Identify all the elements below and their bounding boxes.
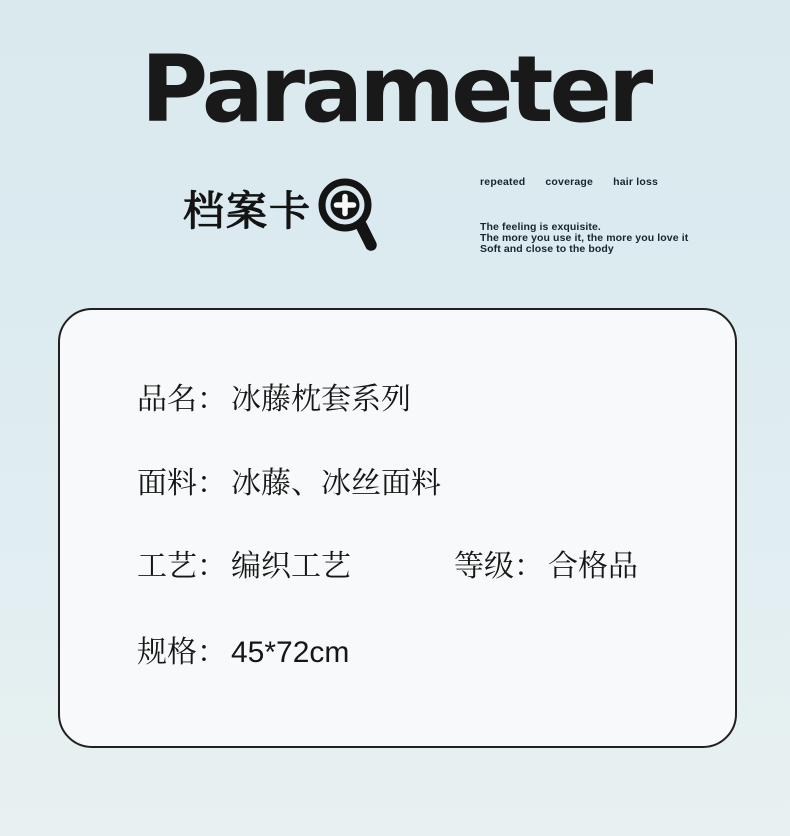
- spec-label: 品名：: [137, 383, 227, 416]
- spec-row-fabric: [137, 467, 441, 501]
- spec-label: 等级：: [454, 550, 544, 583]
- spec-value: 合格品: [548, 550, 638, 583]
- spec-row-size: [137, 636, 349, 670]
- spec-pair-craft: [137, 550, 351, 584]
- feature-tags: [480, 176, 690, 188]
- spec-value: 冰藤、冰丝面料: [231, 467, 441, 500]
- tag-repeated: repeated: [480, 176, 526, 188]
- tagline: [480, 222, 690, 254]
- english-text-block: [480, 176, 690, 254]
- spec-label: 工艺：: [137, 550, 227, 583]
- magnifier-plus-icon: [315, 175, 381, 257]
- tagline-line-1: The feeling is exquisite.: [480, 221, 601, 233]
- spec-label: 规格：: [137, 636, 227, 669]
- spec-pair-grade: [454, 550, 638, 584]
- spec-value: 冰藤枕套系列: [231, 383, 411, 416]
- spec-row-product-name: [137, 383, 411, 417]
- tag-coverage: coverage: [545, 176, 594, 188]
- tagline-line-3: Soft and close to the body: [480, 242, 614, 255]
- tagline-line-2: The more you use it, the more you love it: [480, 231, 689, 244]
- spec-value: 编织工艺: [231, 550, 351, 583]
- archive-card-label: 档案卡: [183, 188, 312, 234]
- parameter-card: [58, 308, 737, 748]
- page-title: Parameter: [140, 36, 650, 143]
- spec-label: 面料：: [137, 467, 227, 500]
- spec-value: 45*72cm: [231, 636, 350, 669]
- spec-row-craft-grade: [137, 550, 638, 584]
- tag-hair-loss: hair loss: [613, 176, 659, 188]
